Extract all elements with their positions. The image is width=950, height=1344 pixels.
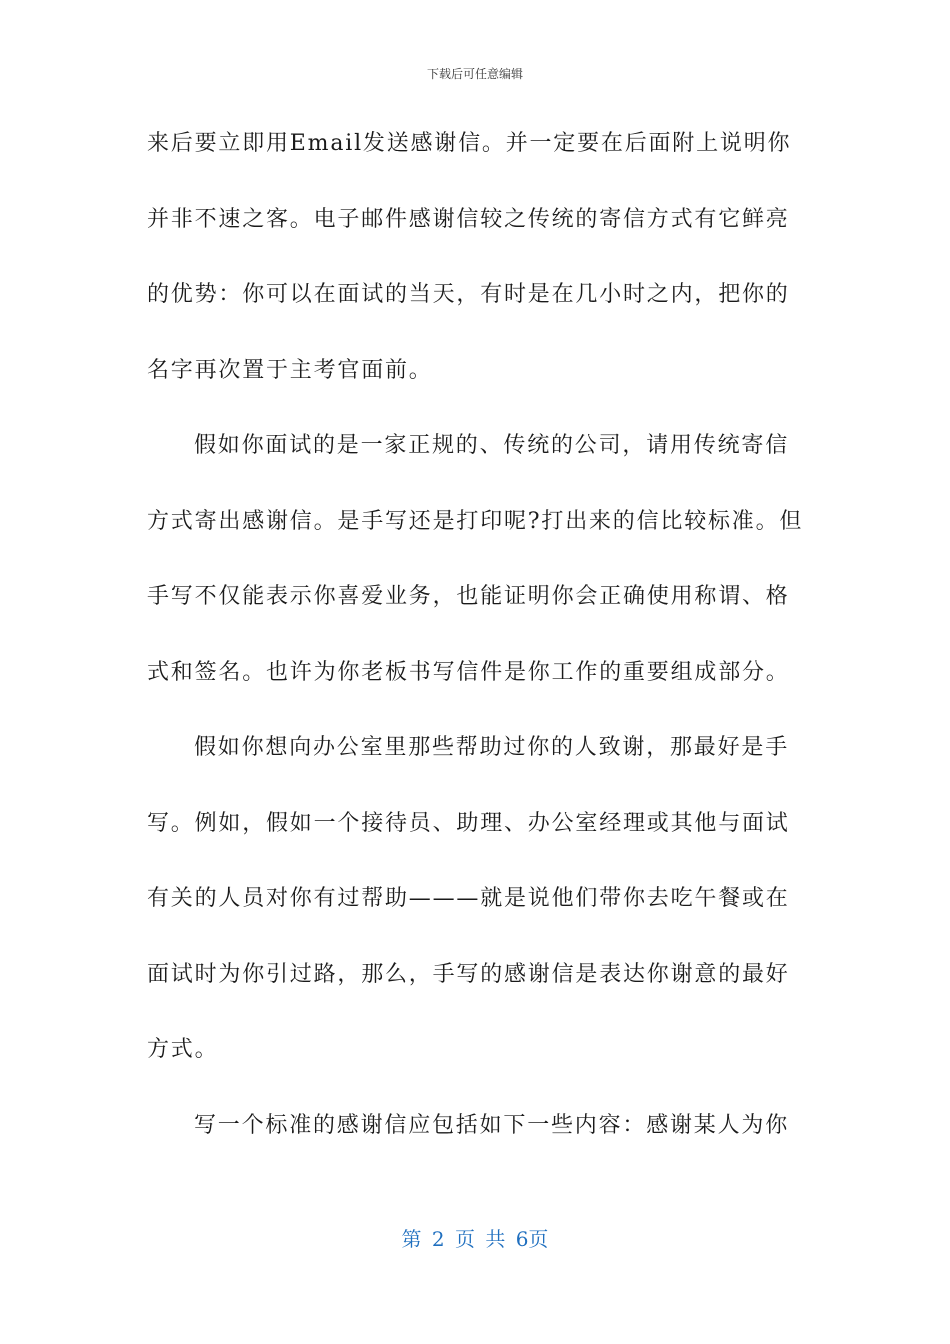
body-line: 手写不仅能表示你喜爱业务，也能证明你会正确使用称谓、格 [147,584,790,609]
body-line: 面试时为你引过路，那么，手写的感谢信是表达你谢意的最好 [147,961,790,987]
body-line: 来后要立即用Email发送感谢信。并一定要在后面附上说明你 [147,131,792,156]
body-line: 名字再次置于主考官面前。 [147,357,433,383]
body-line: 方式寄出感谢信。是手写还是打印呢?打出来的信比较标准。但 [147,508,804,534]
page-number-footer: 第 2 页 共 6页 [401,1227,549,1251]
body-line: 的优势：你可以在面试的当天，有时是在几小时之内，把你的 [147,282,790,307]
body-line: 有关的人员对你有过帮助———就是说他们带你去吃午餐或在 [147,886,790,911]
body-line: 并非不速之客。电子邮件感谢信较之传统的寄信方式有它鲜亮 [147,206,790,232]
paragraph-first-line: 假如你面试的是一家正规的、传统的公司，请用传统寄信 [194,433,790,458]
paragraph-first-line: 假如你想向办公室里那些帮助过你的人致谢，那最好是手 [194,735,790,760]
document-body [147,122,805,1179]
body-line: 方式。 [147,1037,219,1062]
body-line: 写。例如，假如一个接待员、助理、办公室经理或其他与面试 [147,810,790,836]
page-header: 下载后可任意编辑 [426,67,523,81]
body-line: 式和签名。也许为你老板书写信件是你工作的重要组成部分。 [147,659,790,685]
paragraph-first-line: 写一个标准的感谢信应包括如下一些内容：感谢某人为你 [194,1112,790,1138]
